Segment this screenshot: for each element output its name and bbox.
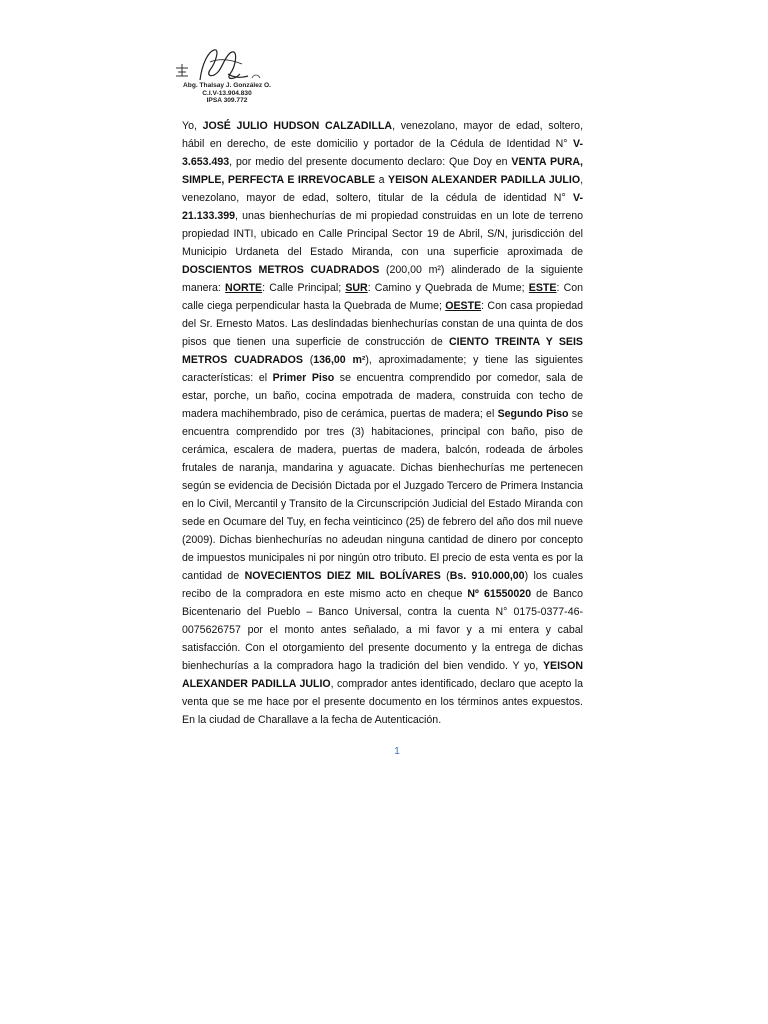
boundary-este: ESTE: [528, 282, 557, 294]
boundary-oeste: OESTE: [445, 300, 482, 312]
sale-document-body: [182, 117, 583, 729]
stamp-ipsa: IPSA 309.772: [206, 97, 248, 105]
page-number: 1: [394, 746, 400, 757]
stamp-ci: C.I.V-13.904.830: [202, 89, 252, 97]
boundary-norte: NORTE: [225, 282, 263, 294]
lawyer-stamp: [172, 44, 282, 110]
document-paragraph: Yo, JOSÉ JULIO HUDSON CALZADILLA, venezolano, mayor de edad, soltero, hábil en derecho, de este domicilio y portador de la Cédula de Identidad N° V-3.653.493, por medio del presente documento declaro: Que Doy en VENTA PURA, SIMPLE, PERFECTA E IRREVOCABLE a YEISON ALEXANDER PADILLA JULIO, venezolano, mayor de edad, soltero, titular de la cédula de identidad N° V-21.133.399, unas bienhechurías de mi propiedad construidas en un lote de terreno propiedad INTI, ubicado en Calle Principal Sector 19 de Abril, S/N, jurisdicción del Municipio Urdaneta del Estado Miranda, con una superficie aproximada de DOSCIENTOS METROS CUADRADOS (200,00 m²) alinderado de la siguiente manera: NORTE: Calle Principal; SUR: Camino y Quebrada de Mume; ESTE: Con calle ciega perpendicular hasta la Quebrada de Mume; OESTE: Con casa propiedad del Sr. Ernesto Matos. Las deslindadas bienhechurías constan de una quinta de dos pisos que tienen una superficie de construcción de CIENTO TREINTA Y SEIS METROS CUADRADOS (136,00 m²), aproximadamente; y tiene las siguientes características: el Primer Piso se encuentra comprendido por comedor, sala de estar, porche, un baño, cocina empotrada de madera, construida con techo de madera machihembrado, piso de cerámica, puertas de madera; el Segundo Piso se encuentra comprendido por tres (3) habitaciones, principal con baño, piso de cerámica, escalera de madera, puertas de madera, balcón, rodeada de árboles frutales de naranja, mandarina y aguacate. Dichas bienhechurías me pertenecen según se evidencia de Decisión Dictada por el Juzgado Tercero de Primera Instancia en lo Civil, Mercantil y Transito de la Circunscripción Judicial del Estado Miranda con sede en Ocumare del Tuy, en fecha veinticinco (25) de febrero del año dos mil nueve (2009). Dichas bienhechurías no adeudan ninguna cantidad de dinero por concepto de impuestos municipales ni por ningún otro tributo. El precio de esta venta es por la cantidad de NOVECIENTOS DIEZ MIL BOLÍVARES (Bs. 910.000,00) los cuales recibo de la compradora en este mismo acto en cheque Nº 61550020 de Banco Bicentenario del Pueblo – Banco Universal, contra la cuenta N° 0175-0377-46-0075626757 por el monto antes señalado, a mi favor y a mi entera y cabal satisfacción. Con el otorgamiento del presente documento y la entrega de dichas bienhechurías a la compradora hago la tradición del bien vendido. Y yo, YEISON ALEXANDER PADILLA JULIO, comprador antes identificado, declaro que acepto la venta que se me hace por el presente documento en los términos antes expuestos. En la ciudad de Charallave a la fecha de Autenticación.: [182, 120, 584, 726]
stamp-name: Abg. Thalsay J. González O.: [183, 82, 271, 89]
boundary-sur: SUR: [345, 282, 368, 294]
